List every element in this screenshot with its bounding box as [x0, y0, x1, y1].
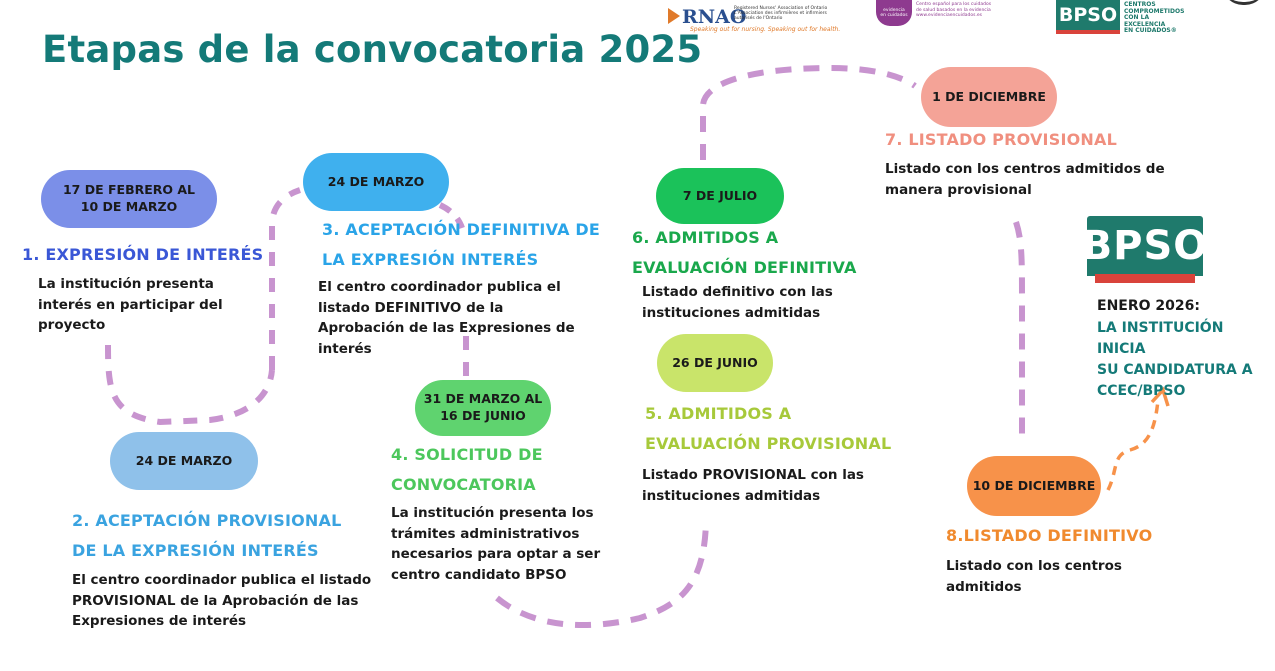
rnao-logo [672, 2, 841, 36]
stage-7-date: 1 DE DICIEMBRE [921, 67, 1057, 127]
connector-7-8 [1016, 222, 1022, 445]
bpso-logo-large [1081, 216, 1209, 284]
final-text: LA INSTITUCIÓN INICIA SU CANDIDATURA A CCEC/BPSO [1097, 320, 1253, 399]
evidencia-badge: evidencia en cuidados [876, 0, 912, 26]
bpso-large-badge: BPSO [1087, 216, 1203, 276]
stage-5-desc: Listado PROVISIONAL con las instituciones admitidas [642, 467, 864, 504]
rnao-slogan: Speaking out for nursing. Speaking out for health. [690, 26, 841, 33]
stage-2-desc: El centro coordinador publica el listado PROVISIONAL de la Aprobación de las Expresiones de interés [72, 572, 372, 629]
stage-7-heading: 7. LISTADO PROVISIONAL [885, 130, 1117, 149]
stage-2-heading: 2. ACEPTACIÓN PROVISIONAL DE LA EXPRESIÓN INTERÉS [72, 511, 342, 560]
connector-2-3 [272, 190, 300, 370]
stage-3-date: 24 DE MARZO [303, 153, 449, 211]
rnao-mark: RNAO [682, 6, 747, 28]
stage-1-desc: La institución presenta interés en participar del proyecto [38, 276, 223, 333]
rnao-small-text: Registered Nurses' Association of Ontario L'Association des infirmières et infirmiers autorisés de l'Ontario [734, 6, 828, 21]
stage-5-date: 26 DE JUNIO [657, 334, 773, 392]
stage-6-date: 7 DE JULIO [656, 168, 784, 224]
stage-6-heading: 6. ADMITIDOS A EVALUACIÓN DEFINITIVA [632, 228, 857, 277]
stage-7-desc: Listado con los centros admitidos de manera provisional [885, 161, 1165, 198]
stage-8-desc: Listado con los centros admitidos [946, 558, 1122, 595]
connector-6-7 [703, 68, 915, 160]
stage-6-desc: Listado definitivo con las instituciones admitidas [642, 284, 833, 321]
stage-3-desc: El centro coordinador publica el listado DEFINITIVO de la Aprobación de las Expresiones de interés [318, 279, 575, 357]
stage-4-date: 31 DE MARZO AL 16 DE JUNIO [415, 380, 551, 436]
stage-4-desc: La institución presenta los trámites administrativos necesarios para optar a ser centro candidato BPSO [391, 505, 601, 583]
connector-8-final [1108, 400, 1158, 490]
stage-3-heading: 3. ACEPTACIÓN DEFINITIVA DE LA EXPRESIÓN INTERÉS [322, 220, 601, 269]
stage-5-heading: 5. ADMITIDOS A EVALUACIÓN PROVISIONAL [645, 404, 892, 453]
final-date-label: ENERO 2026: [1097, 298, 1200, 314]
evidencia-text: Centro español para los cuidados de salud basados en la evidencia www.evidenciaencuidados.es [916, 2, 992, 18]
bpso-small-text: CENTROS COMPROMETIDOS CON LA EXCELENCIA EN CUIDADOS® [1124, 1, 1185, 34]
bpso-logo-small [1056, 0, 1196, 36]
stage-1-heading: 1. EXPRESIÓN DE INTERÉS [22, 245, 264, 264]
page-title: Etapas de la convocatoria 2025 [42, 28, 703, 71]
stage-2-date: 24 DE MARZO [110, 432, 258, 490]
bpso-ribbon [1095, 274, 1195, 283]
connector-1-2 [108, 345, 272, 422]
bpso-small-badge: BPSO [1056, 0, 1120, 34]
evidencia-logo [876, 0, 996, 30]
rnao-arrow-icon [668, 8, 680, 24]
stage-8-date: 10 DE DICIEMBRE [967, 456, 1101, 516]
stage-4-heading: 4. SOLICITUD DE CONVOCATORIA [391, 445, 543, 494]
stage-8-heading: 8.LISTADO DEFINITIVO [946, 526, 1153, 545]
stage-1-date: 17 DE FEBRERO AL 10 DE MARZO [41, 170, 217, 228]
